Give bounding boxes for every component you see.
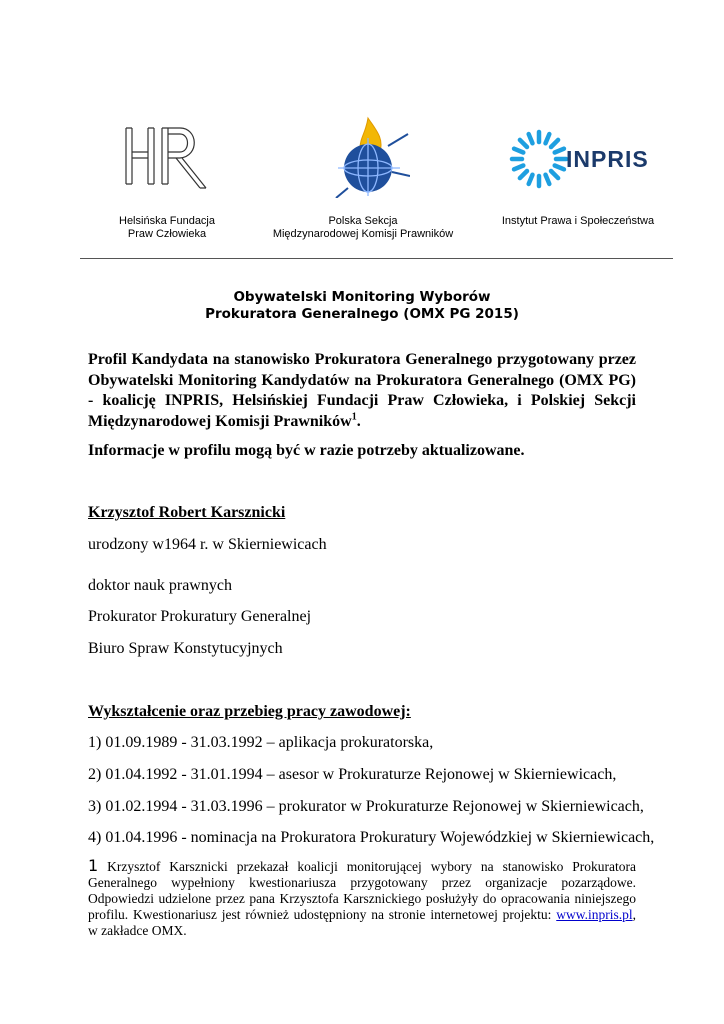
org-icj-line2: Międzynarodowej Komisji Prawników	[272, 228, 454, 240]
candidate-position: Prokurator Prokuratury Generalnej	[88, 608, 312, 625]
inpris-website-link[interactable]: www.inpris.pl	[556, 907, 633, 922]
candidate-born: urodzony w1964 r. w Skierniewicach	[88, 536, 327, 553]
candidate-department: Biuro Spraw Konstytucyjnych	[88, 640, 283, 657]
education-item: 3) 01.02.1994 - 31.03.1996 – prokurator w Prokuraturze Rejonowej w Skierniewicach,	[88, 798, 644, 815]
footnote-ref: 1	[351, 411, 357, 423]
education-item: 4) 01.04.1996 - nominacja na Prokuratora Prokuratury Wojewódzkiej w Skierniewicach,	[88, 829, 655, 846]
education-heading: Wykształcenie oraz przebieg pracy zawodowej:	[88, 703, 411, 720]
hr-logo-text: HR	[118, 122, 120, 123]
org-hfpc-caption	[92, 215, 242, 241]
footnote-number: 1	[88, 856, 99, 875]
org-inpris-caption	[490, 215, 666, 228]
hfpc-hr-logo	[118, 122, 210, 194]
education-item: 2) 01.04.1992 - 31.01.1994 – asesor w Prokuraturze Rejonowej w Skierniewicach,	[88, 766, 617, 783]
education-item: 1) 01.09.1989 - 31.03.1992 – aplikacja prokuratorska,	[88, 734, 434, 751]
header-divider	[80, 258, 673, 259]
inpris-logo	[497, 120, 660, 198]
intro-end: .	[356, 412, 361, 430]
candidate-degree: doktor nauk prawnych	[88, 577, 232, 594]
footnote-after-link: , w zakładce OMX.	[88, 907, 636, 938]
org-inpris-line1: Instytut Prawa i Społeczeństwa	[501, 215, 655, 227]
title-line1: Obywatelski Monitoring Wyborów	[233, 289, 491, 305]
title-line2: Prokuratora Generalnego (OMX PG 2015)	[205, 306, 519, 322]
org-icj-line1: Polska Sekcja	[328, 215, 398, 227]
org-icj-caption	[258, 215, 468, 241]
org-hfpc-line1: Helsińska Fundacja	[119, 215, 215, 227]
intro-text: Profil Kandydata na stanowisko Prokuratora Generalnego przygotowany przez Obywatelski Monitoring Kandydatów na Prokuratora Generalnego (OMX PG) - koalicję INPRIS, Helsińskiej Fundacji Praw Człowieka, i Polskiej Sekcji Międzynarodowej Komisji Prawników	[88, 351, 636, 430]
footnote-text: Krzysztof Karsznicki przekazał koalicji monitorującej wybory na stanowisko Prokuratora Generalnego wypełniony kwestionariusza przygotowany przez organizacje pozarządowe. Odpowiedzi udzielone przez pana Krzysztofa Karsznickiego posłużyły do opracowania niniejszego profilu. Kwestionariusz jest również udostępniony na stronie internetowej projektu:	[88, 859, 636, 922]
inpris-ring-icon	[507, 120, 571, 198]
update-notice: Informacje w profilu mogą być w razie potrzeby aktualizowane.	[88, 442, 525, 459]
document-title	[88, 289, 636, 323]
polish-icj-globe-logo	[330, 116, 410, 198]
candidate-name: Krzysztof Robert Karsznicki	[88, 504, 286, 521]
inpris-logo-word: INPRIS	[566, 146, 649, 172]
org-hfpc-line2: Praw Człowieka	[127, 228, 207, 240]
intro-paragraph	[88, 350, 636, 432]
footnote	[88, 858, 636, 939]
